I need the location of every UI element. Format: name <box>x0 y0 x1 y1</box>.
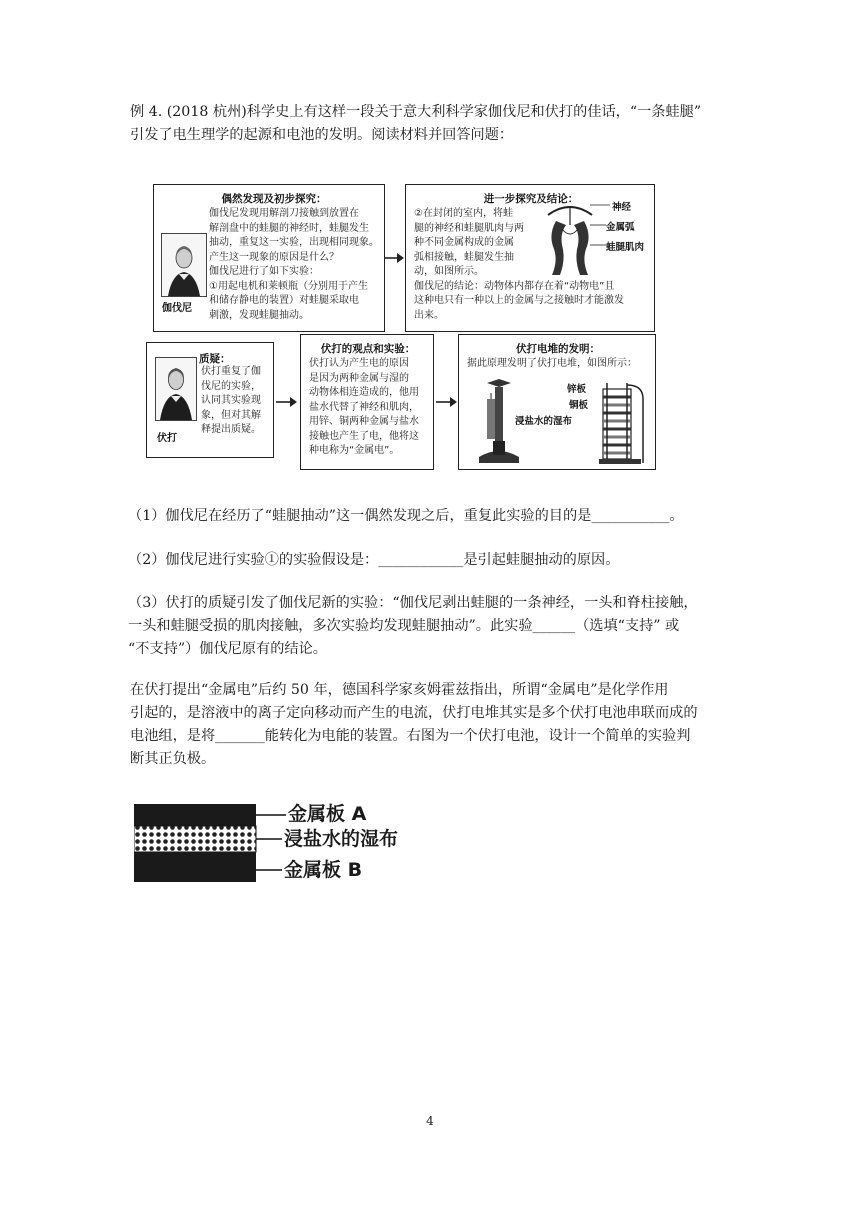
label-zinc-plate: 锌板 <box>567 384 587 395</box>
box2-text-line: 这种电只有一种以上的金属与之接触时才能激发 <box>414 295 624 306</box>
volta-caption: 伏打 <box>157 433 177 444</box>
question-3-line-1: （3）伏打的质疑引发了伽伐尼新的实验：“伽伐尼剥出蛙腿的一条神经，一头和脊柱接触， <box>128 595 698 611</box>
paragraph-line-3: 电池组，是将_______能转化为电能的装置。右图为一个伏打电池，设计一个简单的实验判 <box>130 728 691 744</box>
box1-text-line: 和储存静电的装置）对蛙腿采取电 <box>209 295 359 306</box>
box1-text-line: 产生这一现象的原因是什么？ <box>209 251 339 263</box>
box1-text-line: 抽动，重复这一实验，出现相同现象。 <box>209 237 379 248</box>
box1-text-line: 伽伐尼发现用解剖刀接触到放置在 <box>209 208 359 219</box>
box4-text-line: 动物体相连造成的，他用 <box>309 387 419 398</box>
box4-text-line: 接触也产生了电，他将这 <box>309 430 419 442</box>
galvani-portrait-image <box>162 234 206 296</box>
label-metal-arc: 金属弧 <box>606 222 635 233</box>
box2-text-line: 伽伐尼的结论：动物体内都存在着“动物电”且 <box>414 280 615 292</box>
box4-title: 伏打的观点和实验： <box>320 343 416 355</box>
battery-figure <box>134 796 454 896</box>
voltaic-pile-diagram <box>597 379 651 465</box>
box3-text-line: 释提出质疑。 <box>201 424 261 435</box>
label-leaders <box>590 201 610 249</box>
box1-title: 偶然发现及初步探究： <box>221 193 327 205</box>
label-copper-plate: 铜板 <box>569 400 589 411</box>
label-salt-cloth: 浸盐水的湿布 <box>515 416 573 427</box>
question-3-line-3: “不支持”）伽伐尼原有的结论。 <box>128 641 327 657</box>
box-voltaic-pile <box>458 334 656 470</box>
paragraph-line-2: 引起的，是溶液中的离子定向移动而产生的电流，伏打电堆其实是多个伏打电池串联而成的 <box>130 705 698 721</box>
box-volta-view <box>300 334 434 470</box>
box3-title: 质疑： <box>199 353 231 365</box>
galvani-portrait <box>161 233 207 297</box>
paragraph-line-1: 在伏打提出“金属电”后约 50 年，德国科学家亥姆霍兹指出，所谓“金属电”是化学作用 <box>130 682 669 698</box>
box4-text-line: 伏打认为产生电的原因 <box>309 358 409 369</box>
volta-portrait <box>155 357 197 421</box>
box1-text-line: 刺激，发现蛙腿抽动。 <box>209 309 309 321</box>
label-nerve: 神经 <box>612 202 632 213</box>
volta-portrait-image <box>156 358 196 420</box>
label-metal-plate-b: 金属板 B <box>284 859 363 881</box>
label-salt-water-cloth: 浸盐水的湿布 <box>284 828 399 850</box>
box3-text-line: 认同其实验现 <box>201 395 261 406</box>
box3-text-line: 象，但对其解 <box>201 409 261 421</box>
box4-text-line: 种电称为“金属电”。 <box>309 445 400 456</box>
arrow-right-icon <box>276 396 298 408</box>
intro-line-1: 例 4. (2018 杭州)科学史上有这样一段关于意大利科学家伽伐尼和伏打的佳话，“一条蛙腿” <box>130 104 702 120</box>
box5-title: 伏打电堆的发明： <box>516 343 600 355</box>
arrow-right-icon <box>436 396 458 408</box>
box-accidental-discovery <box>153 184 385 332</box>
page-number: 4 <box>426 1114 434 1128</box>
box2-text-line: 出来。 <box>414 309 444 321</box>
box2-title: 进一步探究及结论： <box>483 193 579 205</box>
box1-text-line: ①用起电机和莱顿瓶（分别用于产生 <box>209 280 368 292</box>
box4-text-line: 盐水代替了神经和肌肉， <box>309 401 419 413</box>
box2-text-line: 弧相接触，蛙腿发生抽 <box>414 251 514 263</box>
label-metal-plate-a: 金属板 A <box>288 803 367 825</box>
box2-text-line: 腿的神经和蛙腿肌肉与两 <box>414 222 524 234</box>
galvani-caption: 伽伐尼 <box>162 303 192 314</box>
box2-text-line: 动，如图所示。 <box>414 266 484 277</box>
paragraph-line-4: 断其正负极。 <box>130 751 216 767</box>
question-2: （2）伽伐尼进行实验①的实验假设是：____________是引起蛙腿抽动的原因。 <box>128 552 620 568</box>
question-3-line-2: 一头和蛙腿受损的肌肉接触，多次实验均发现蛙腿抽动”。此实验______（选填“支持” 或 <box>128 618 680 634</box>
box5-text-line: 据此原理发明了伏打电堆，如图所示： <box>467 358 637 369</box>
question-1: （1）伽伐尼在经历了“蛙腿抽动”这一偶然发现之后，重复此实验的目的是___________。 <box>128 508 684 524</box>
intro-line-2: 引发了电生理学的起源和电池的发明。阅读材料并回答问题： <box>130 127 514 143</box>
box1-text-line: 解剖盘中的蛙腿的神经时，蛙腿发生 <box>209 222 369 234</box>
box3-text-line: 伏打重复了伽 <box>201 366 261 377</box>
box4-text-line: 是因为两种金属与湿的 <box>309 372 409 384</box>
box2-text-line: 种不同金属构成的金属 <box>414 237 514 248</box>
box-further-inquiry <box>405 184 655 332</box>
label-frog-muscle: 蛙腿肌肉 <box>606 242 645 253</box>
box2-text-line: ②在封闭的室内，将蛙 <box>414 208 513 219</box>
box1-text-line: 伽伐尼进行了如下实验： <box>209 266 319 277</box>
arrow-right-icon <box>385 252 405 264</box>
box-doubt <box>146 342 274 458</box>
box4-text-line: 用锌、铜两种金属与盐水 <box>309 416 419 427</box>
box3-text-line: 伐尼的实验， <box>201 380 261 392</box>
